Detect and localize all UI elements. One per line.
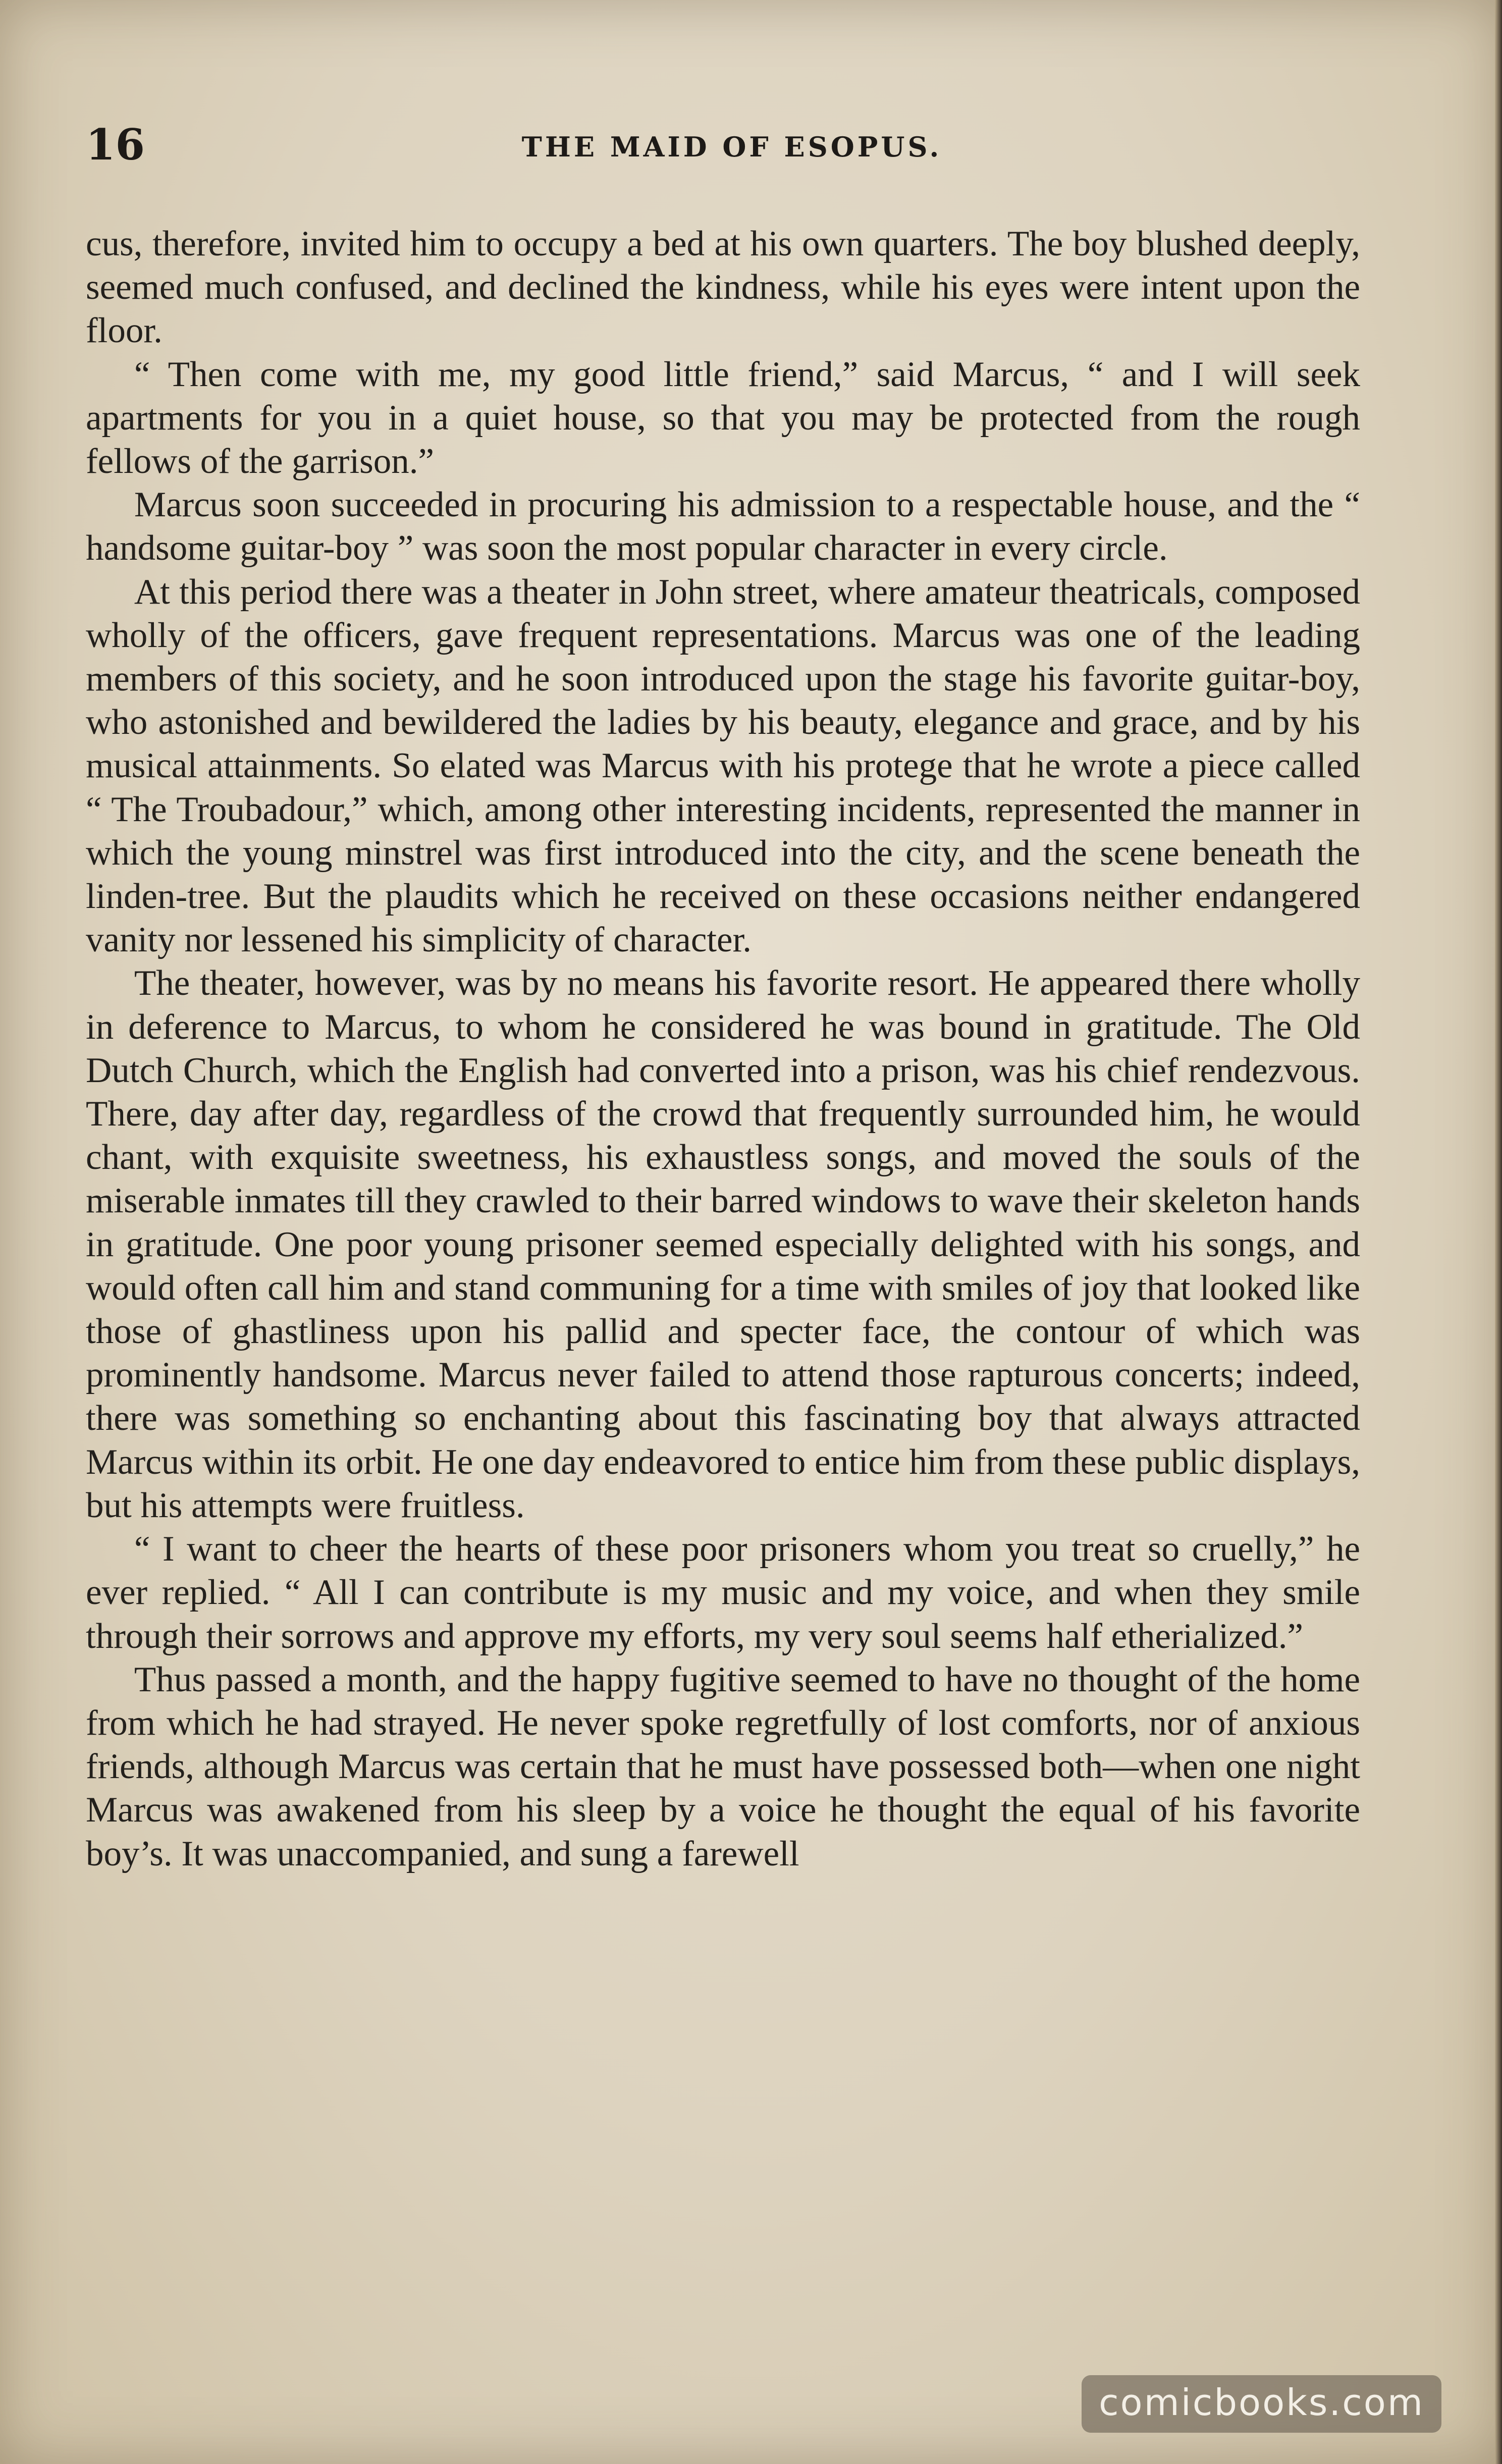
- page-number: 16: [86, 120, 145, 170]
- watermark: comicbooks.com: [1082, 2375, 1441, 2433]
- body-text: [86, 222, 1360, 1876]
- page-header: [86, 117, 1378, 173]
- paragraph-4: At this period there was a theater in John street, where amateur theatricals, composed wholly of the officers, gave frequent representations. Marcus was one of the leading members of this society, and he soon introduced upon the stage his favorite guitar-boy, who astonished and bewildered the ladies by his beauty, elegance and grace, and by his musical attainments. So elated was Marcus with his protege that he wrote a piece called “ The Troubadour,” which, among other interesting incidents, represented the manner in which the young minstrel was first introduced into the city, and the scene beneath the linden-tree. But the plaudits which he received on these occasions neither endangered vanity nor lessened his simplicity of character.: [86, 572, 1360, 960]
- paragraph-7: Thus passed a month, and the happy fugitive seemed to have no thought of the home from which he had strayed. He never spoke regretfully of lost comforts, nor of anxious friends, although Marcus was certain that he must have possessed both—when one night Marcus was awakened from his sleep by a voice he thought the equal of his favorite boy’s. It was unaccompanied, and sung a farewell: [86, 1659, 1360, 1873]
- paragraph-2: “ Then come with me, my good little friend,” said Marcus, “ and I will seek apartments for you in a quiet house, so that you may be protected from the rough fellows of the garrison.”: [86, 354, 1360, 481]
- paragraph-1: cus, therefore, invited him to occupy a bed at his own quarters. The boy blushed deeply, seemed much confused, and declined the kindness, while his eyes were intent upon the floor.: [86, 224, 1360, 351]
- paragraph-6: “ I want to cheer the hearts of these poor prisoners whom you treat so cruelly,” he ever replied. “ All I can contribute is my music and my voice, and when they smile through their sorrows and approve my efforts, my very soul seems half etherialized.”: [86, 1529, 1360, 1656]
- paragraph-5: The theater, however, was by no means his favorite resort. He appeared there wholly in deference to Marcus, to whom he considered he was bound in gratitude. The Old Dutch Church, which the English had converted into a prison, was his chief rendezvous. There, day after day, regardless of the crowd that frequently surrounded him, he would chant, with exquisite sweetness, his exhaustless songs, and moved the souls of the miserable inmates till they crawled to their barred windows to wave their skeleton hands in gratitude. One poor young prisoner seemed especially delighted with his songs, and would often call him and stand communing for a time with smiles of joy that looked like those of ghastliness upon his pallid and specter face, the contour of which was prominently handsome. Marcus never failed to attend those rapturous concerts; indeed, there was something so enchanting about this fascinating boy that always attracted Marcus within its orbit. He one day endeavored to entice him from these public displays, but his attempts were fruitless.: [86, 963, 1360, 1525]
- paragraph-3: Marcus soon succeeded in procuring his admission to a respectable house, and the “ handsome guitar-boy ” was soon the most popular character in every circle.: [86, 485, 1360, 568]
- running-title: THE MAID OF ESOPUS.: [521, 131, 942, 163]
